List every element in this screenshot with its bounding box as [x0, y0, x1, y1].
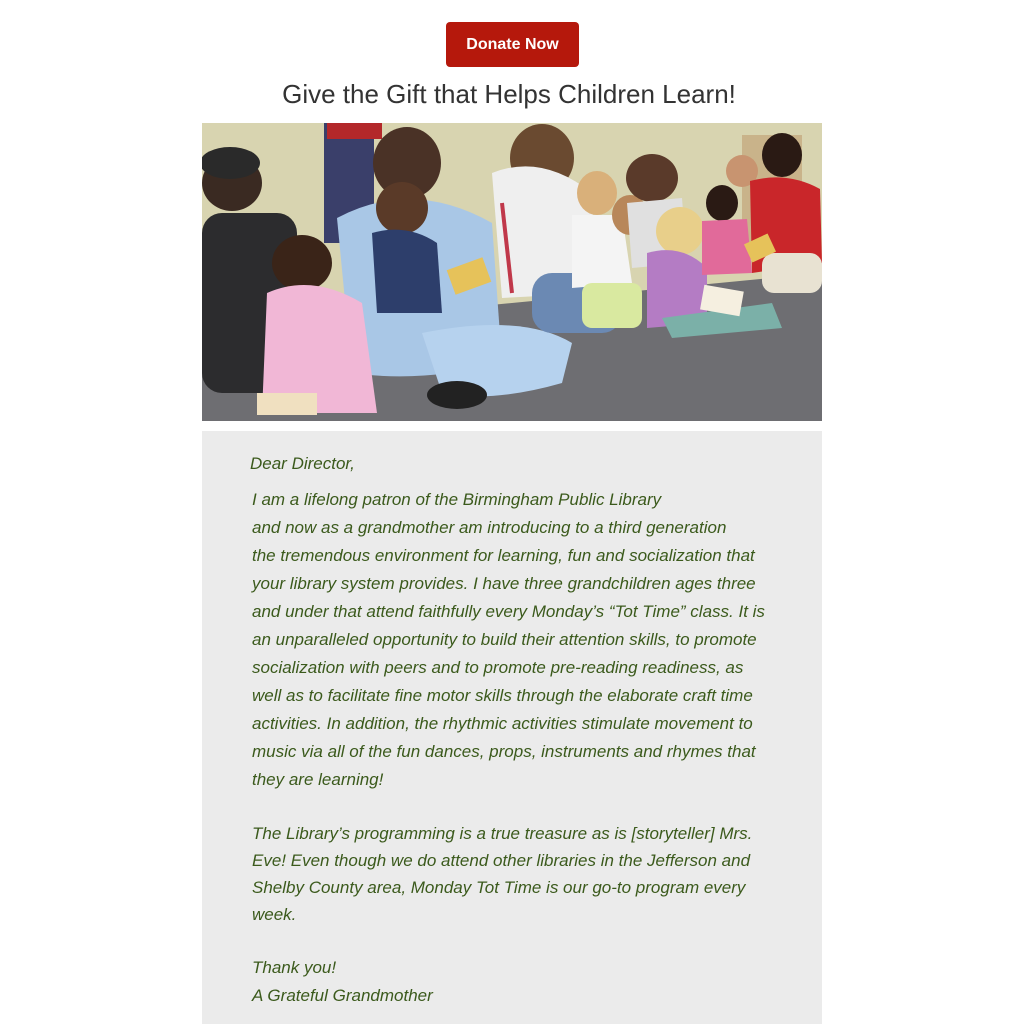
letter-closing: Thank you!	[252, 958, 337, 977]
letter-closing-block	[252, 954, 812, 1010]
letter-paragraph-1: I am a lifelong patron of the Birmingham Public Library and now as a grandmother am introducing to a third generation the tremendous environment for learning, fun and socialization that your library system provides. I have three grandchildren ages three and under that attend faithfully every Monday’s “Tot Time” class. It is an unparalleled opportunity to build their attention skills, to promote socialization with peers and to promote pre-reading readiness, as well as to facilitate fine motor skills through the elaborate craft time activities. In addition, the rhythmic activities stimulate movement to music via all of the fun dances, props, instruments and rhymes that they are learning!	[252, 490, 765, 789]
donate-now-button[interactable]: Donate Now	[446, 22, 579, 67]
letter-signature: A Grateful Grandmother	[252, 986, 433, 1005]
testimonial-letter	[202, 431, 822, 1024]
children-reading-photo	[202, 123, 822, 421]
letter-paragraph-2: The Library’s programming is a true treasure as is [storyteller] Mrs. Eve! Even though we do attend other libraries in the Jefferson and Shelby County area, Monday Tot Time is our go-to program every week.	[252, 824, 753, 924]
photo-illustration	[202, 123, 822, 421]
letter-salutation: Dear Director,	[250, 454, 355, 473]
letter-body	[252, 486, 812, 1010]
page-headline: Give the Gift that Helps Children Learn!	[282, 79, 736, 109]
